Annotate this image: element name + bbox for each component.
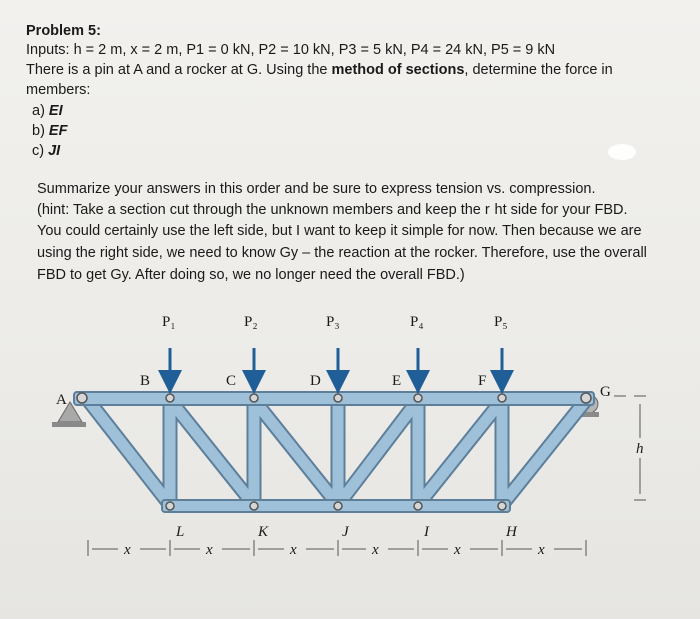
item-b-member: EF [48, 123, 68, 139]
statement-part-2: , determine the force in [464, 62, 613, 78]
hint-line-5: FBD to get Gy. After doing so, we no longer need the overall FBD.) [37, 267, 465, 283]
node-label-c: C [226, 373, 237, 389]
glare-spot [608, 144, 636, 160]
spacing-dimension [88, 540, 586, 556]
load-label-p2: P₂ [244, 314, 258, 330]
item-c-prefix: c) [32, 143, 49, 159]
statement-members: members: [26, 82, 91, 98]
node-label-g: G [600, 384, 611, 400]
spacing-label-6: x [538, 542, 545, 558]
statement-part-1: There is a pin at A and a rocker at G. Using the [26, 62, 332, 78]
spacing-label-3: x [290, 542, 297, 558]
hint-line-3: You could certainly use the left side, but I want to keep it simple for now. Then because we are [37, 223, 642, 239]
hint-line-1: Summarize your answers in this order and be sure to express tension vs. compression. [37, 181, 596, 197]
problem-title: Problem 5: [26, 23, 101, 39]
node-label-h: H [506, 524, 517, 540]
load-label-p3: P₃ [326, 314, 340, 330]
item-c-member: JI [48, 143, 61, 159]
node-label-i: I [424, 524, 429, 540]
spacing-label-2: x [206, 542, 213, 558]
item-a-prefix: a) [32, 103, 49, 119]
node-label-e: E [392, 373, 402, 389]
height-label: h [636, 441, 644, 457]
spacing-label-5: x [454, 542, 461, 558]
load-label-p4: P₄ [410, 314, 424, 330]
hint-line-4: using the right side, we need to know Gy – the reaction at the rocker. Therefore, use the overall [37, 245, 647, 261]
inputs-values: h = 2 m, x = 2 m, P1 = 0 kN, P2 = 10 kN, P3 = 5 kN, P4 = 24 kN, P5 = 9 kN [73, 42, 556, 58]
statement-method: method of sections [331, 62, 465, 78]
node-label-b: B [140, 373, 151, 389]
spacing-label-1: x [124, 542, 131, 558]
load-arrows [170, 348, 502, 382]
node-label-k: K [258, 524, 269, 540]
node-label-j: J [342, 524, 349, 540]
node-label-l: L [176, 524, 185, 540]
node-label-a: A [56, 392, 67, 408]
item-a-member: EI [48, 103, 63, 119]
spacing-label-4: x [372, 542, 379, 558]
node-label-f: F [478, 373, 487, 389]
load-label-p5: P₅ [494, 314, 508, 330]
node-label-d: D [310, 373, 321, 389]
item-b-prefix: b) [32, 123, 49, 139]
hint-line-2: (hint: Take a section cut through the unknown members and keep the r ht side for your FBD. [37, 202, 628, 218]
load-label-p1: P₁ [162, 314, 176, 330]
inputs-prefix: Inputs: [26, 42, 74, 58]
